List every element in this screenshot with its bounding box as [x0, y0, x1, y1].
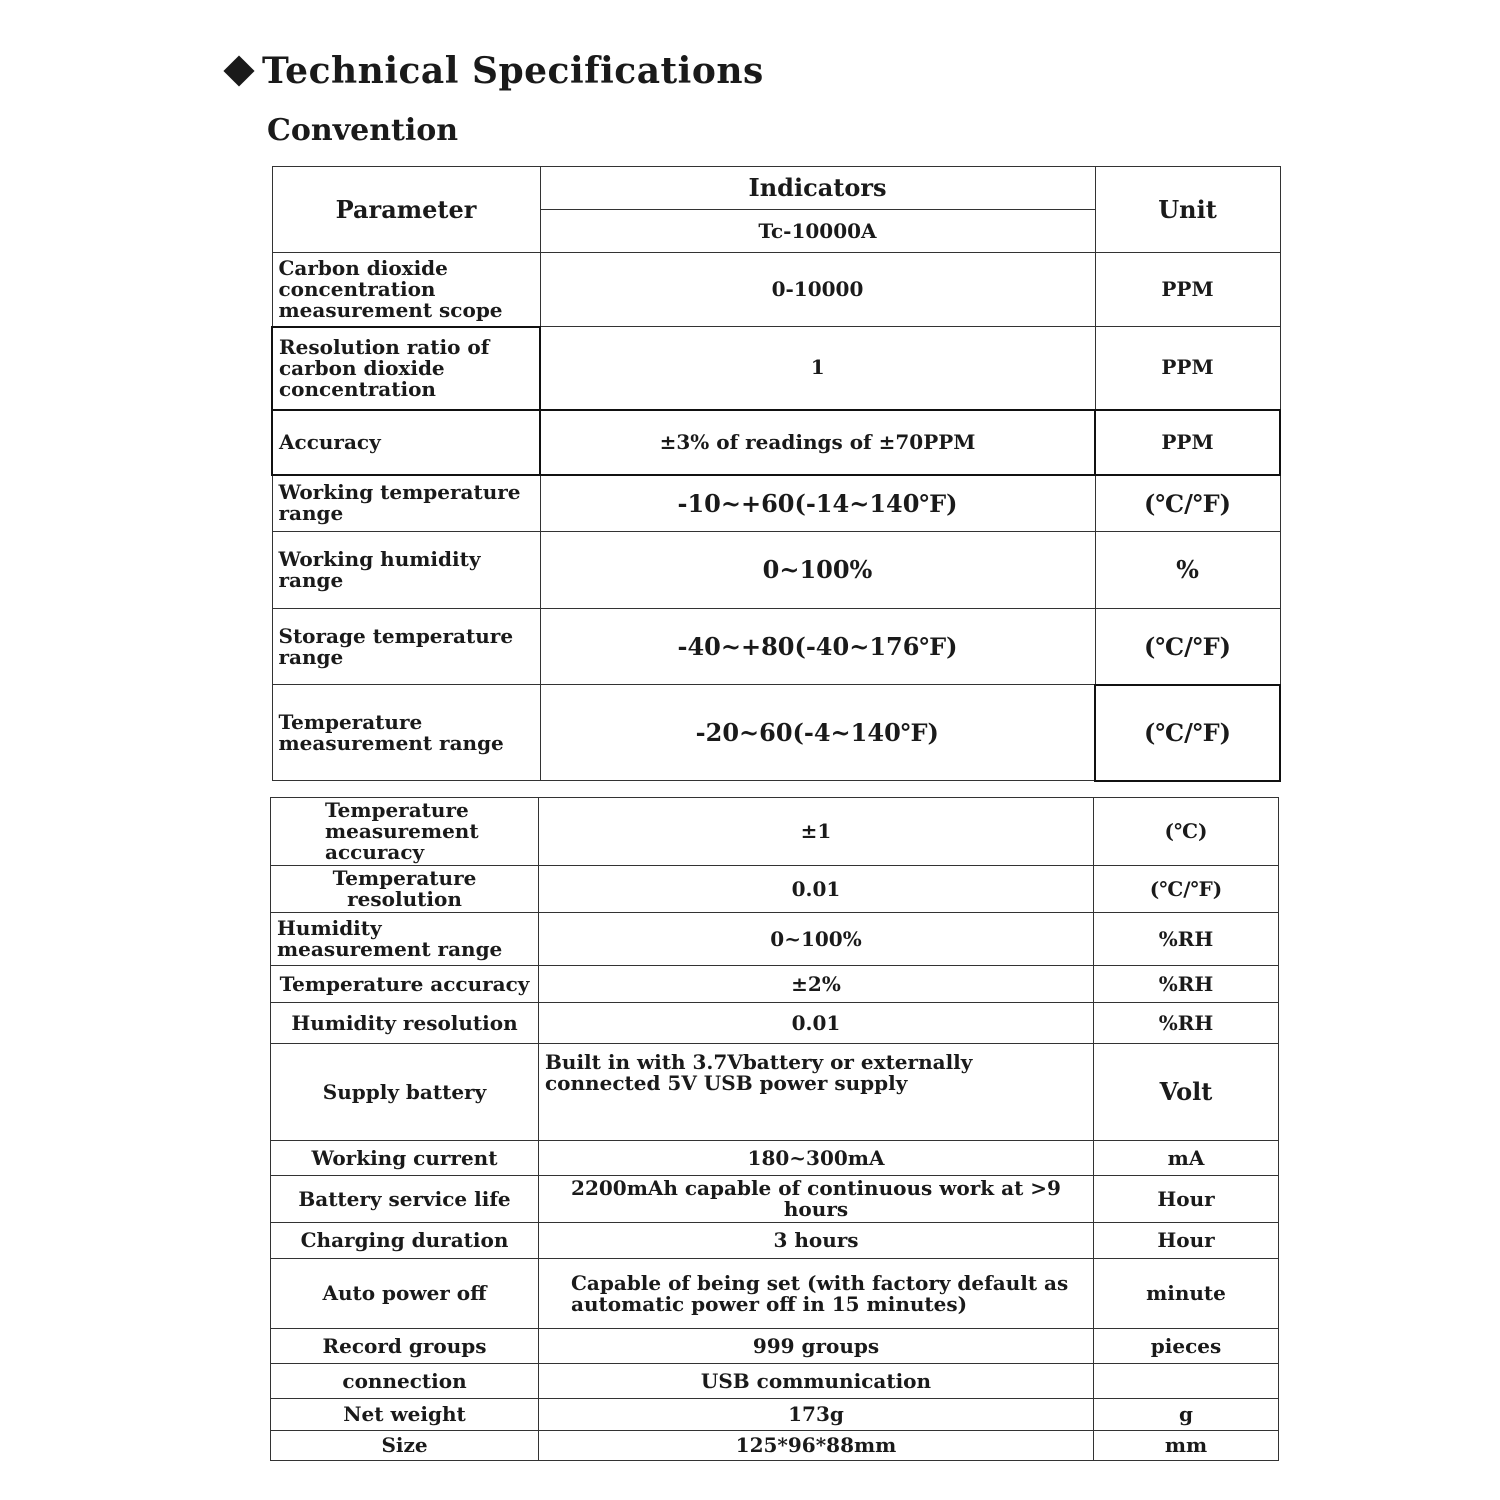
parameter-cell: Supply battery	[271, 1044, 539, 1141]
value-cell: ±3% of readings of ±70PPM	[540, 410, 1095, 475]
parameter-cell: Battery service life	[271, 1176, 539, 1223]
page-heading	[222, 50, 764, 92]
header-unit: Unit	[1095, 167, 1280, 253]
parameter-cell: Net weight	[271, 1399, 539, 1431]
parameter-cell: Storage temperature range	[272, 609, 540, 685]
parameter-cell: Charging duration	[271, 1223, 539, 1259]
header-parameter: Parameter	[272, 167, 540, 253]
unit-cell: %RH	[1094, 966, 1279, 1003]
value-cell: 180~300mA	[539, 1141, 1094, 1176]
parameter-cell: Working humidity range	[272, 532, 540, 609]
unit-cell: %	[1095, 532, 1280, 609]
unit-cell: (℃/℉)	[1095, 609, 1280, 685]
unit-cell: mm	[1094, 1431, 1279, 1461]
header-model: Tc-10000A	[540, 210, 1095, 253]
value-cell: Built in with 3.7Vbattery or externally connected 5V USB power supply	[539, 1044, 1094, 1141]
value-cell: ±2%	[539, 966, 1094, 1003]
unit-cell: (℃/℉)	[1095, 475, 1280, 532]
value-cell: 2200mAh capable of continuous work at >9 hours	[539, 1176, 1094, 1223]
unit-cell: minute	[1094, 1259, 1279, 1329]
unit-cell: pieces	[1094, 1329, 1279, 1364]
unit-cell: %RH	[1094, 913, 1279, 966]
unit-cell: Hour	[1094, 1223, 1279, 1259]
value-cell: ±1	[539, 798, 1094, 866]
value-cell: 0.01	[539, 866, 1094, 913]
unit-cell: PPM	[1095, 327, 1280, 410]
unit-cell: g	[1094, 1399, 1279, 1431]
parameter-cell: Accuracy	[272, 410, 540, 475]
parameter-cell: Working temperature range	[272, 475, 540, 532]
value-cell: -20~60(-4~140℉)	[540, 685, 1095, 781]
value-cell: Capable of being set (with factory default as automatic power off in 15 minutes)	[539, 1259, 1094, 1329]
spec-table-main	[271, 166, 1281, 782]
parameter-cell: Auto power off	[271, 1259, 539, 1329]
parameter-cell: Resolution ratio of carbon dioxide concentration	[272, 327, 540, 410]
unit-cell: PPM	[1095, 253, 1280, 327]
unit-cell: PPM	[1095, 410, 1280, 475]
value-cell: 125*96*88mm	[539, 1431, 1094, 1461]
parameter-cell: Size	[271, 1431, 539, 1461]
diamond-bullet-icon	[223, 55, 254, 86]
value-cell: 999 groups	[539, 1329, 1094, 1364]
parameter-cell: Temperature measurement accuracy	[271, 798, 539, 866]
value-cell: -10~+60(-14~140℉)	[540, 475, 1095, 532]
value-cell: 0-10000	[540, 253, 1095, 327]
parameter-cell: Humidity resolution	[271, 1003, 539, 1044]
spec-table-secondary	[270, 797, 1279, 1461]
heading-text: Technical Specifications	[262, 50, 764, 92]
unit-cell: (℃)	[1094, 798, 1279, 866]
value-cell: USB communication	[539, 1364, 1094, 1399]
value-cell: -40~+80(-40~176℉)	[540, 609, 1095, 685]
unit-cell: Hour	[1094, 1176, 1279, 1223]
value-cell: 0~100%	[539, 913, 1094, 966]
unit-cell: (℃/℉)	[1095, 685, 1280, 781]
parameter-cell: Working current	[271, 1141, 539, 1176]
value-cell: 173g	[539, 1399, 1094, 1431]
unit-cell: Volt	[1094, 1044, 1279, 1141]
unit-cell: (℃/℉)	[1094, 866, 1279, 913]
header-indicators: Indicators	[540, 167, 1095, 210]
parameter-cell: Temperature measurement range	[272, 685, 540, 781]
parameter-cell: Record groups	[271, 1329, 539, 1364]
parameter-cell: Humidity measurement range	[271, 913, 539, 966]
section-title: Convention	[267, 113, 459, 148]
value-cell: 0~100%	[540, 532, 1095, 609]
value-cell: 1	[540, 327, 1095, 410]
value-cell: 3 hours	[539, 1223, 1094, 1259]
value-cell: 0.01	[539, 1003, 1094, 1044]
parameter-cell: connection	[271, 1364, 539, 1399]
parameter-cell: Temperature resolution	[271, 866, 539, 913]
unit-cell: mA	[1094, 1141, 1279, 1176]
unit-cell	[1094, 1364, 1279, 1399]
parameter-cell: Carbon dioxide concentration measurement scope	[272, 253, 540, 327]
unit-cell: %RH	[1094, 1003, 1279, 1044]
parameter-cell: Temperature accuracy	[271, 966, 539, 1003]
